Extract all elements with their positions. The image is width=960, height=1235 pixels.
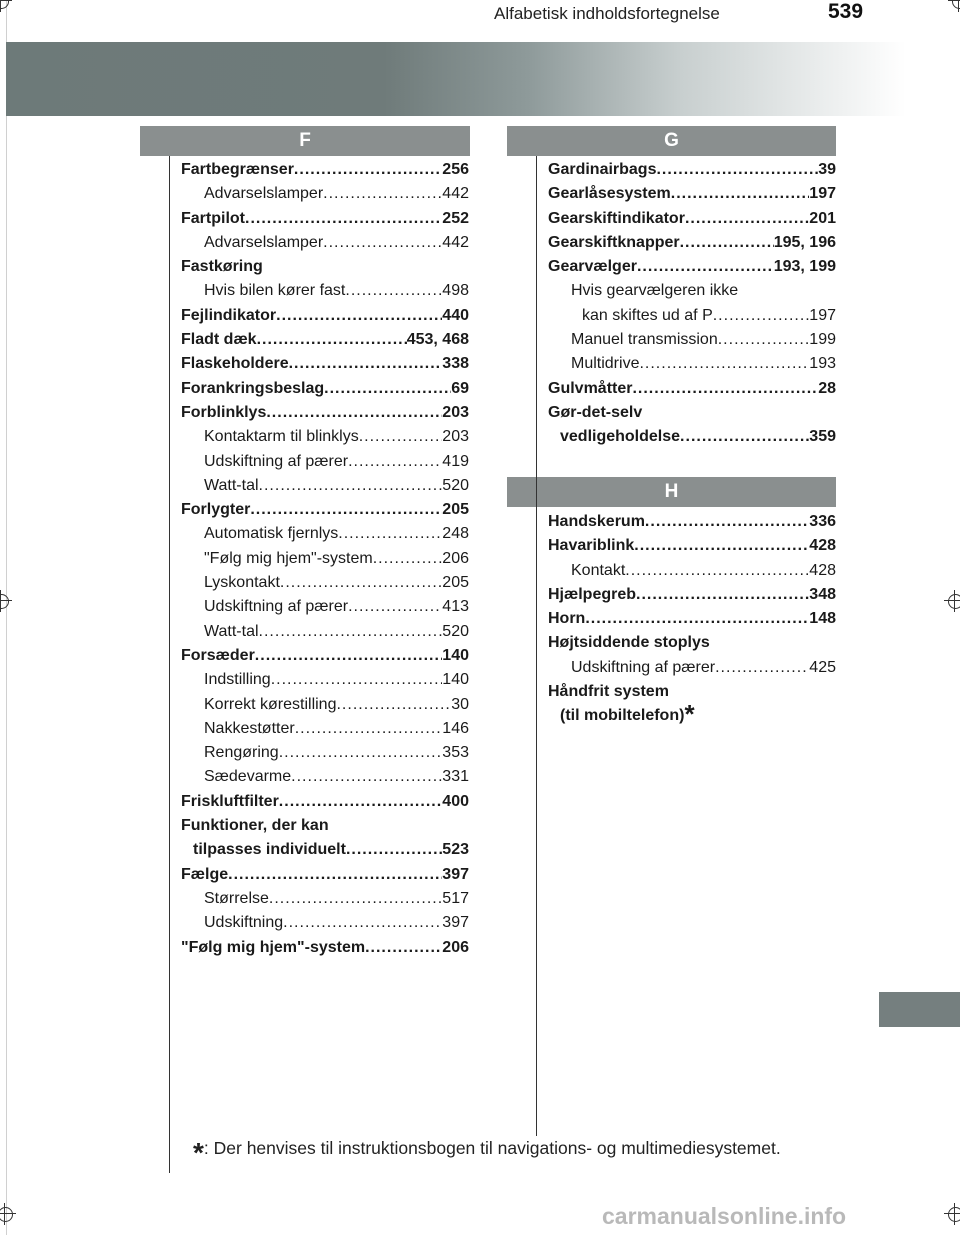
index-entry: [548, 607, 836, 631]
leader-dots: [294, 158, 442, 182]
index-entry: [181, 620, 469, 644]
leader-dots: [255, 644, 443, 668]
leader-dots: [671, 182, 810, 206]
index-entry-label: Højtsiddende stoplys: [548, 634, 710, 652]
index-entry: [181, 717, 469, 741]
index-entry-label: Gearlåsesystem: [548, 185, 671, 203]
index-entry-page: 206: [442, 938, 469, 956]
page-header-title: Alfabetisk indholdsfortegnelse: [494, 4, 720, 23]
watermark: carmanualsonline.info: [602, 1203, 847, 1229]
index-entry-label: Gulvmåtter: [548, 379, 633, 397]
index-entry-label: Gearvælger: [548, 258, 637, 276]
leader-dots: [271, 668, 443, 692]
section-header-f: F: [140, 126, 470, 156]
leader-dots: [713, 304, 810, 328]
index-entry-page: 203: [442, 428, 469, 446]
leader-dots: [345, 279, 442, 303]
index-entry-page: 397: [442, 914, 469, 932]
index-entry: [548, 425, 836, 449]
index-entry-label: Udskiftning af pærer: [571, 658, 716, 676]
leader-dots: [636, 583, 809, 607]
index-entry: [181, 182, 469, 206]
index-entry: [181, 644, 469, 668]
index-entry-page: 69: [451, 379, 469, 397]
index-entry-page: 523: [442, 841, 469, 859]
index-entry-label: Fastkøring: [181, 258, 263, 276]
index-entry-page: 413: [442, 598, 469, 616]
column-rule-left: [169, 156, 170, 1173]
index-entry-label: Indstilling: [204, 671, 271, 689]
section-header-g: G: [507, 126, 836, 156]
leader-dots: [329, 814, 469, 838]
index-entry-label: Rengøring: [204, 744, 279, 762]
index-entry: [548, 559, 836, 583]
index-entry: [548, 680, 836, 704]
leader-dots: [338, 522, 442, 546]
leader-dots: [634, 534, 809, 558]
index-entry-page: 440: [442, 306, 469, 324]
index-entry-label: "Følg mig hjem"-system: [181, 938, 366, 956]
leader-dots: [585, 607, 809, 631]
index-entry-label: Havariblink: [548, 537, 635, 555]
leader-dots: [245, 207, 442, 231]
registration-mark-icon: [0, 1203, 16, 1225]
leader-dots: [323, 182, 442, 206]
index-entry-label: Gearskiftindikator: [548, 209, 685, 227]
leader-dots: [259, 474, 443, 498]
leader-dots: [656, 158, 818, 182]
index-entry: [181, 595, 469, 619]
index-entry: [548, 656, 836, 680]
index-entry-page: 442: [442, 185, 469, 203]
index-entry-label: Sædevarme: [204, 768, 292, 786]
index-entry: [181, 207, 469, 231]
leader-dots: [639, 352, 809, 376]
leader-dots: [269, 887, 442, 911]
index-entry: [181, 547, 469, 571]
index-entry-label: kan skiftes ud af P: [582, 306, 713, 324]
index-entry-label: Håndfrit system: [548, 683, 669, 701]
index-entry: [548, 377, 836, 401]
index-entry-label: Nakkestøtter: [204, 719, 295, 737]
index-entry: [548, 328, 836, 352]
index-entry: [181, 936, 469, 960]
leader-dots: [280, 571, 442, 595]
leader-dots: [348, 450, 442, 474]
index-entry-label: Udskiftning: [204, 914, 284, 932]
index-entry-page: 517: [442, 889, 469, 907]
index-entry-page: 248: [442, 525, 469, 543]
index-entry-label: Horn: [548, 610, 586, 628]
index-entry-page: 520: [442, 622, 469, 640]
index-entry: [548, 182, 836, 206]
index-entry-label: Forlygter: [181, 501, 251, 519]
index-entry: [181, 571, 469, 595]
index-entry-page: 400: [442, 792, 469, 810]
index-entry-page: 348: [809, 585, 836, 603]
index-entry: [181, 328, 469, 352]
leader-dots: [291, 765, 442, 789]
index-entry-label: vedligeholdelse: [560, 428, 681, 446]
leader-dots: [263, 255, 469, 279]
leader-dots: [365, 936, 442, 960]
index-entry: [548, 401, 836, 425]
index-entry: [181, 158, 469, 182]
index-entry-page: 197: [809, 185, 836, 203]
index-entry-label: Advarselslamper: [204, 185, 324, 203]
index-entry: [548, 510, 836, 534]
leader-dots: [625, 559, 809, 583]
index-entry-label: (til mobiltelefon): [560, 707, 685, 725]
leader-dots: [295, 717, 443, 741]
leader-dots: [228, 863, 442, 887]
index-entry-page: 193: [809, 355, 836, 373]
index-entry: [181, 498, 469, 522]
leader-dots: [279, 790, 443, 814]
leader-dots: [632, 377, 818, 401]
registration-mark-icon: [944, 590, 960, 612]
index-entry-label: Fartpilot: [181, 209, 245, 227]
leader-dots: [718, 328, 810, 352]
index-entry-page: 428: [809, 537, 836, 555]
index-column-g: [548, 158, 836, 450]
index-entry-page: 148: [809, 610, 836, 628]
index-entry-label: Advarselslamper: [204, 233, 324, 251]
page-edge-rule: [6, 0, 7, 1235]
index-entry-label: Funktioner, der kan: [181, 817, 329, 835]
footnote-marker: *: [684, 704, 695, 729]
index-entry-label: Udskiftning af pærer: [204, 598, 349, 616]
index-entry: [548, 583, 836, 607]
index-entry: [181, 474, 469, 498]
index-entry-label: Fejlindikator: [181, 306, 277, 324]
index-entry: [181, 741, 469, 765]
index-entry-page: 397: [442, 865, 469, 883]
index-entry-page: 453, 468: [406, 331, 469, 349]
leader-dots: [645, 510, 809, 534]
index-entry-label: Gardinairbags: [548, 161, 657, 178]
leader-dots: [348, 595, 442, 619]
index-entry: [181, 401, 469, 425]
section-header-h: H: [507, 477, 836, 507]
index-entry-label: Kontakt: [571, 561, 626, 579]
leader-dots: [669, 680, 836, 704]
index-entry: [548, 534, 836, 558]
index-entry-page: 201: [809, 209, 836, 227]
leader-dots: [373, 547, 443, 571]
index-entry: [548, 255, 836, 279]
index-entry: [181, 352, 469, 376]
index-entry-page: 199: [809, 331, 836, 349]
index-entry: [181, 790, 469, 814]
index-entry-page: 206: [442, 549, 469, 567]
leader-dots: [336, 693, 451, 717]
index-entry-label: Handskerum: [548, 513, 645, 530]
index-column-h: [548, 510, 836, 729]
index-entry: [181, 693, 469, 717]
index-entry-page: 419: [442, 452, 469, 470]
index-entry-label: Manuel transmission: [571, 331, 718, 349]
index-entry: [181, 887, 469, 911]
registration-mark-icon: [948, 0, 960, 12]
index-entry-page: 140: [442, 671, 469, 689]
index-entry-label: tilpasses individuelt: [193, 841, 346, 859]
index-entry-page: 252: [442, 209, 469, 227]
footnote-star: *: [193, 1137, 204, 1168]
index-entry-page: 146: [442, 719, 469, 737]
leader-dots: [680, 425, 809, 449]
index-entry: [181, 863, 469, 887]
index-entry-label: Hvis gearvælgeren ikke: [571, 282, 739, 300]
leader-dots: [710, 631, 836, 655]
index-entry-label: Gearskiftknapper: [548, 233, 680, 251]
leader-dots: [738, 279, 836, 303]
header-banner: [6, 42, 906, 116]
leader-dots: [637, 255, 774, 279]
index-entry: [181, 255, 469, 279]
index-entry: [181, 377, 469, 401]
leader-dots: [642, 401, 836, 425]
index-entry-label: Watt-tal: [204, 622, 259, 640]
index-entry-label: Hjælpegreb: [548, 585, 637, 603]
index-entry-label: Fladt dæk: [181, 331, 257, 349]
index-entry-page: 39: [818, 161, 836, 178]
leader-dots: [323, 231, 442, 255]
index-entry-page: 442: [442, 233, 469, 251]
index-entry: [181, 450, 469, 474]
index-entry-label: Forsæder: [181, 646, 255, 664]
index-entry-page: 353: [442, 744, 469, 762]
index-entry: [548, 352, 836, 376]
index-entry-page: 520: [442, 476, 469, 494]
index-entry: [181, 279, 469, 303]
index-entry-label: Fartbegrænser: [181, 161, 294, 178]
index-entry-page: 338: [442, 355, 469, 373]
index-entry-page: 195, 196: [773, 233, 836, 251]
index-entry: [181, 911, 469, 935]
leader-dots: [695, 704, 836, 728]
index-entry-label: Størrelse: [204, 889, 269, 907]
column-rule-right: [536, 156, 537, 1136]
leader-dots: [257, 328, 407, 352]
leader-dots: [279, 741, 443, 765]
index-entry-label: Kontaktarm til blinklys: [204, 428, 359, 446]
leader-dots: [283, 911, 442, 935]
index-entry: [181, 814, 469, 838]
index-entry-page: 203: [442, 403, 469, 421]
leader-dots: [685, 207, 809, 231]
leader-dots: [715, 656, 809, 680]
index-entry-page: 205: [442, 574, 469, 592]
index-entry-label: Gør-det-selv: [548, 403, 643, 421]
index-entry-page: 140: [442, 646, 469, 664]
index-entry-label: "Følg mig hjem"-system: [204, 549, 373, 567]
leader-dots: [359, 425, 443, 449]
index-entry: [181, 838, 469, 862]
index-entry: [181, 425, 469, 449]
index-entry-label: Friskluftfilter: [181, 792, 279, 810]
index-entry-page: 331: [442, 768, 469, 786]
index-entry: [548, 207, 836, 231]
index-entry-page: 425: [809, 658, 836, 676]
index-entry-label: Flaskeholdere: [181, 355, 289, 373]
index-entry-page: 205: [442, 501, 469, 519]
index-entry-label: Udskiftning af pærer: [204, 452, 349, 470]
index-entry-page: 197: [809, 306, 836, 324]
page-number: 539: [828, 0, 864, 23]
index-entry-page: 336: [809, 513, 836, 530]
index-entry-page: 498: [442, 282, 469, 300]
index-entry: [548, 158, 836, 182]
index-entry-label: Watt-tal: [204, 476, 259, 494]
index-entry-page: 359: [809, 428, 836, 446]
index-entry-label: Korrekt kørestilling: [204, 695, 337, 713]
leader-dots: [250, 498, 442, 522]
leader-dots: [680, 231, 774, 255]
leader-dots: [259, 620, 443, 644]
index-entry-label: Fælge: [181, 865, 229, 883]
leader-dots: [266, 401, 442, 425]
index-entry-page: 30: [451, 695, 469, 713]
registration-mark-icon: [944, 1203, 960, 1225]
index-entry: [548, 631, 836, 655]
index-entry: [548, 231, 836, 255]
index-entry-label: Forankringsbeslag: [181, 379, 325, 397]
leader-dots: [346, 838, 442, 862]
leader-dots: [324, 377, 451, 401]
index-entry-label: Automatisk fjernlys: [204, 525, 339, 543]
index-entry-label: Forblinklys: [181, 403, 267, 421]
chapter-side-tab: [879, 992, 960, 1027]
index-entry: [181, 522, 469, 546]
index-entry-page: 256: [442, 161, 469, 178]
registration-mark-icon: [0, 0, 12, 12]
index-entry-label: Lyskontakt: [204, 574, 280, 592]
index-entry: [181, 668, 469, 692]
footnote: [193, 1137, 781, 1169]
leader-dots: [289, 352, 443, 376]
index-entry: [181, 304, 469, 328]
footnote-text: : Der henvises til instruktionsbogen til navigations- og multimediesystemet.: [203, 1138, 781, 1158]
index-entry-label: Hvis bilen kører fast: [204, 282, 346, 300]
index-entry-page: 193, 199: [773, 258, 836, 276]
index-column-f: [181, 158, 469, 960]
registration-mark-icon: [0, 590, 12, 612]
leader-dots: [276, 304, 442, 328]
index-entry: [548, 304, 836, 328]
index-entry: [181, 765, 469, 789]
index-entry: [548, 704, 836, 728]
index-entry-page: 428: [809, 561, 836, 579]
index-entry: [181, 231, 469, 255]
index-entry-label: Multidrive: [571, 355, 640, 373]
index-entry-page: 28: [818, 379, 836, 397]
index-entry: [548, 279, 836, 303]
